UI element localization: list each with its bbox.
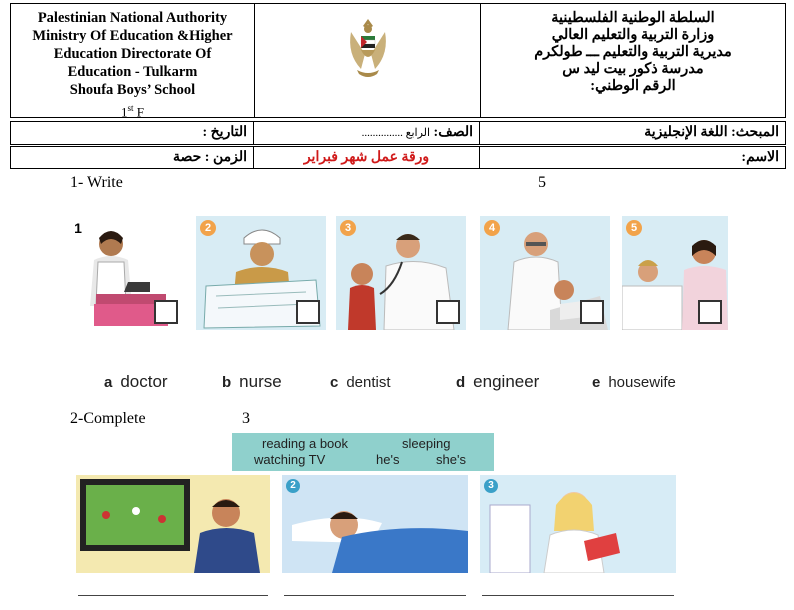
palestinian-eagle-emblem-icon (343, 14, 393, 84)
header-arabic (481, 4, 785, 123)
option-c (330, 372, 391, 392)
option-letter: d (456, 374, 466, 391)
date-cell (9, 122, 253, 144)
picture-1-housewife (66, 216, 184, 330)
answer-line-2[interactable] (284, 595, 466, 596)
date-label: التاريخ : (202, 125, 247, 140)
grade-cell (253, 122, 479, 144)
picture-3-doctor (336, 216, 466, 330)
school-line: Shoufa Boys’ School (69, 82, 196, 98)
q1-title: 1- Write (70, 174, 123, 191)
answer-box-4[interactable] (580, 300, 604, 324)
ar-national-number: الرقم الوطني: (590, 78, 676, 94)
picture-5-nurse (622, 216, 728, 330)
name-cell (479, 147, 785, 168)
ar-school-line: مدرسة ذكور بيت ليد س (562, 61, 704, 77)
grade-label: الصف: (433, 125, 473, 140)
picture-number: 1 (70, 220, 86, 236)
time-cell (9, 147, 253, 168)
option-a (104, 372, 168, 392)
answer-line-3[interactable] (482, 595, 674, 596)
picture-number: 5 (626, 220, 642, 236)
word-bank-item: he's (376, 452, 400, 467)
info-row-1 (10, 121, 786, 145)
word-bank-item: sleeping (402, 436, 451, 451)
q2-marks: 3 (242, 410, 250, 427)
answer-box-1[interactable] (154, 300, 178, 324)
option-letter: c (330, 374, 339, 391)
picture-number: 2 (200, 220, 216, 236)
class-label: 1st F (121, 103, 144, 120)
picture-sleeping (282, 475, 468, 573)
option-word: dentist (346, 374, 391, 391)
option-word: housewife (608, 374, 676, 391)
ar-authority-line: السلطة الوطنية الفلسطينية (551, 10, 715, 26)
boy-sleeping-icon (282, 475, 468, 573)
header-table (10, 3, 786, 118)
option-letter: b (222, 374, 232, 391)
boy-watching-tv-icon (76, 475, 270, 573)
picture-number: 2 (286, 479, 300, 493)
picture-number: 3 (340, 220, 356, 236)
header-english (11, 4, 255, 120)
time-label: الزمن : حصة (173, 150, 247, 165)
option-word: nurse (239, 372, 282, 391)
ar-directorate-line: مديرية التربية والتعليم ـــ طولكرم (534, 44, 732, 60)
girl-reading-book-icon (480, 475, 676, 573)
worksheet-title-cell (253, 147, 479, 168)
name-label: الاسم: (741, 150, 779, 165)
picture-4-dentist (480, 216, 610, 330)
picture-watching-tv (76, 475, 270, 573)
option-word: engineer (473, 372, 540, 391)
word-bank-item: she's (436, 452, 466, 467)
answer-box-5[interactable] (698, 300, 722, 324)
authority-line: Palestinian National Authority (37, 10, 228, 26)
answer-line-1[interactable] (78, 595, 268, 596)
header-seal-cell (255, 4, 481, 117)
ar-ministry-line: وزارة التربية والتعليم العالي (551, 27, 715, 43)
option-letter: a (104, 374, 113, 391)
word-bank (232, 433, 494, 471)
district-line: Education - Tulkarm (67, 64, 198, 80)
subject-label: المبحث: اللغة الإنجليزية (644, 125, 779, 140)
picture-reading-a-book (480, 475, 676, 573)
answer-box-3[interactable] (436, 300, 460, 324)
word-bank-item: watching TV (254, 452, 326, 467)
info-row-2 (10, 146, 786, 169)
option-d (456, 372, 539, 392)
picture-2-engineer (196, 216, 326, 330)
answer-box-2[interactable] (296, 300, 320, 324)
option-word: doctor (120, 372, 168, 391)
ministry-line: Ministry Of Education &Higher (32, 28, 233, 44)
directorate-line: Education Directorate Of (53, 46, 212, 62)
worksheet-title: ورقة عمل شهر فبراير (303, 150, 430, 165)
q1-marks: 5 (538, 174, 546, 191)
option-e (592, 372, 676, 392)
picture-number: 4 (484, 220, 500, 236)
grade-value: الرابع ............... (361, 127, 431, 139)
option-letter: e (592, 374, 601, 391)
word-bank-item: reading a book (262, 436, 349, 451)
q2-title: 2-Complete (70, 410, 146, 427)
option-b (222, 372, 282, 392)
picture-number: 3 (484, 479, 498, 493)
subject-cell (479, 122, 785, 144)
